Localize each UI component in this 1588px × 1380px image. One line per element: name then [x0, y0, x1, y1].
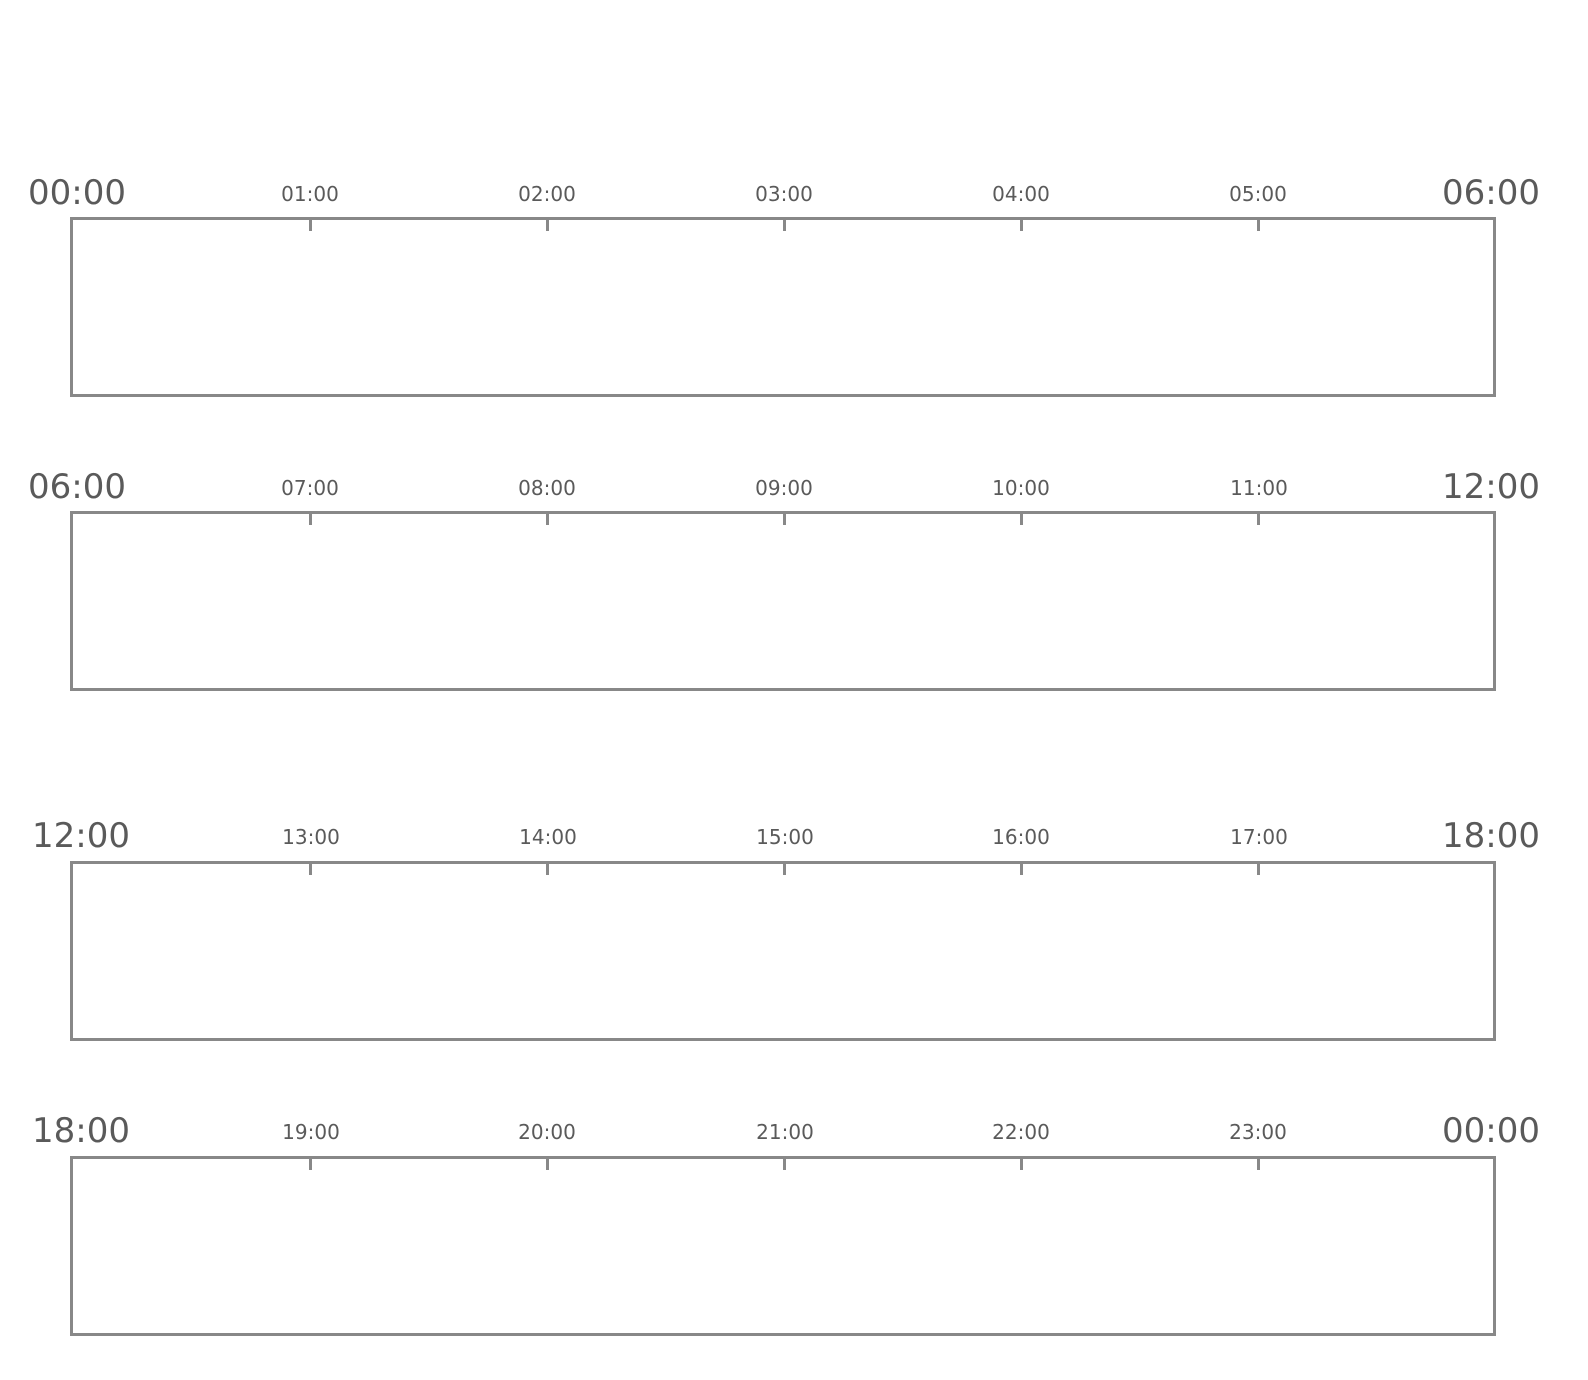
hour-label: 20:00: [518, 1120, 576, 1144]
hour-label: 11:00: [1230, 476, 1288, 500]
row-start-label: 12:00: [32, 816, 130, 856]
hour-tick: [309, 1159, 312, 1170]
hour-tick: [546, 220, 549, 231]
hour-label: 09:00: [755, 476, 813, 500]
hour-tick: [1020, 220, 1023, 231]
timeline-row-4: [0, 1110, 1588, 1350]
timeline-row-2: [0, 465, 1588, 705]
row-start-label: 00:00: [28, 173, 126, 213]
hour-tick: [546, 864, 549, 875]
row-end-label: 06:00: [1442, 173, 1540, 213]
hour-tick: [783, 1159, 786, 1170]
timeline-row-1: [0, 170, 1588, 410]
hour-label: 10:00: [992, 476, 1050, 500]
timeline-row-3: [0, 815, 1588, 1055]
hour-label: 02:00: [518, 182, 576, 206]
timeline-track: [70, 861, 1496, 1041]
hour-tick: [783, 864, 786, 875]
hour-tick: [1257, 220, 1260, 231]
hour-label: 23:00: [1229, 1120, 1287, 1144]
timeline-track: [70, 1156, 1496, 1336]
hour-tick: [309, 514, 312, 525]
row-end-label: 00:00: [1442, 1111, 1540, 1151]
hour-tick: [1257, 864, 1260, 875]
hour-label: 17:00: [1230, 825, 1288, 849]
hour-tick: [309, 864, 312, 875]
hour-label: 04:00: [992, 182, 1050, 206]
row-start-label: 18:00: [32, 1111, 130, 1151]
hour-label: 22:00: [992, 1120, 1050, 1144]
hour-label: 01:00: [281, 182, 339, 206]
hour-label: 14:00: [519, 825, 577, 849]
hour-label: 05:00: [1229, 182, 1287, 206]
hour-tick: [1020, 864, 1023, 875]
hour-label: 21:00: [756, 1120, 814, 1144]
hour-label: 19:00: [282, 1120, 340, 1144]
row-end-label: 18:00: [1442, 816, 1540, 856]
timeline-track: [70, 217, 1496, 397]
hour-label: 15:00: [756, 825, 814, 849]
row-start-label: 06:00: [28, 467, 126, 507]
hour-label: 03:00: [755, 182, 813, 206]
hour-label: 16:00: [992, 825, 1050, 849]
hour-tick: [783, 514, 786, 525]
row-end-label: 12:00: [1442, 467, 1540, 507]
hour-label: 13:00: [282, 825, 340, 849]
hour-label: 07:00: [281, 476, 339, 500]
hour-tick: [309, 220, 312, 231]
hour-tick: [546, 1159, 549, 1170]
hour-tick: [1257, 514, 1260, 525]
hour-tick: [783, 220, 786, 231]
timeline-track: [70, 511, 1496, 691]
hour-tick: [546, 514, 549, 525]
hour-tick: [1020, 1159, 1023, 1170]
hour-tick: [1020, 514, 1023, 525]
hour-tick: [1257, 1159, 1260, 1170]
hour-label: 08:00: [518, 476, 576, 500]
